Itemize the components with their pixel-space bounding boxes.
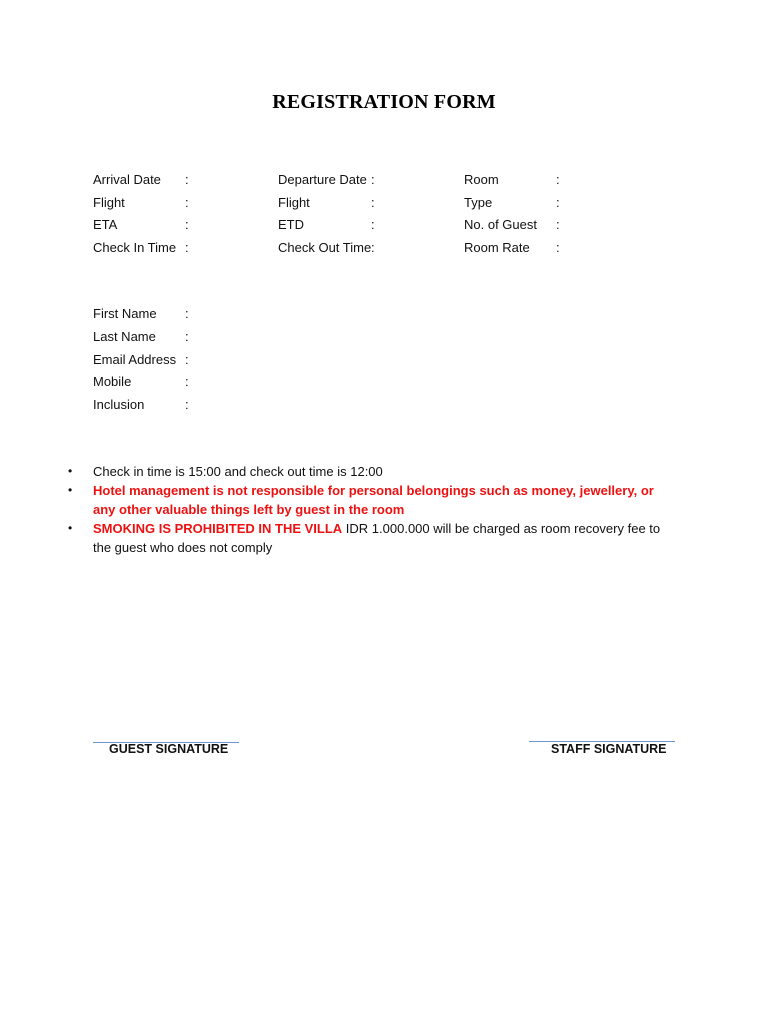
smoking-fee-note: IDR 1.000.000 will be charged as room recovery fee to the guest who does not comply (93, 521, 661, 555)
last-name-colon: : (185, 329, 189, 344)
smoking-prohibited-note: SMOKING IS PROHIBITED IN THE VILLA (93, 521, 343, 536)
room-label: Room (464, 172, 499, 187)
bullet-icon: • (68, 521, 73, 535)
room-rate-colon: : (556, 240, 560, 255)
departure-flight-label: Flight (278, 195, 310, 210)
liability-note: Hotel management is not responsible for personal belongings such as money, jewellery, or any other valuable things left by guest in the room (93, 483, 654, 517)
arrival-date-label: Arrival Date (93, 172, 161, 187)
no-of-guest-colon: : (556, 217, 560, 232)
last-name-label: Last Name (93, 329, 156, 344)
inclusion-label: Inclusion (93, 397, 145, 412)
no-of-guest-label: No. of Guest (464, 217, 537, 232)
email-address-label: Email Address (93, 352, 177, 367)
mobile-colon: : (185, 374, 189, 389)
etd-colon: : (371, 217, 375, 232)
first-name-colon: : (185, 306, 189, 321)
list-item (66, 462, 666, 481)
check-in-time-label: Check In Time (93, 240, 177, 255)
arrival-date-colon: : (185, 172, 189, 187)
policy-notes-list (66, 462, 666, 557)
list-item (66, 519, 666, 557)
room-rate-label: Room Rate (464, 240, 530, 255)
mobile-label: Mobile (93, 374, 132, 389)
bullet-icon: • (68, 483, 73, 497)
check-in-time-colon: : (185, 240, 189, 255)
bullet-icon: • (68, 464, 73, 478)
departure-date-label: Departure Date (278, 172, 367, 187)
check-out-time-label: Check Out Time (278, 240, 372, 255)
etd-label: ETD (278, 217, 304, 232)
email-address-colon: : (185, 352, 189, 367)
room-colon: : (556, 172, 560, 187)
departure-date-colon: : (371, 172, 375, 187)
staff-signature-label: STAFF SIGNATURE (551, 742, 667, 756)
check-in-out-note: Check in time is 15:00 and check out time is 12:00 (93, 464, 383, 479)
eta-colon: : (185, 217, 189, 232)
eta-label: ETA (93, 217, 118, 232)
check-out-time-colon: : (371, 240, 375, 255)
page-title: REGISTRATION FORM (272, 91, 496, 113)
list-item (66, 481, 666, 519)
arrival-flight-label: Flight (93, 195, 125, 210)
inclusion-colon: : (185, 397, 189, 412)
room-type-label: Type (464, 195, 493, 210)
room-type-colon: : (556, 195, 560, 210)
guest-signature-label: GUEST SIGNATURE (109, 742, 229, 756)
arrival-flight-colon: : (185, 195, 189, 210)
departure-flight-colon: : (371, 195, 375, 210)
first-name-label: First Name (93, 306, 157, 321)
